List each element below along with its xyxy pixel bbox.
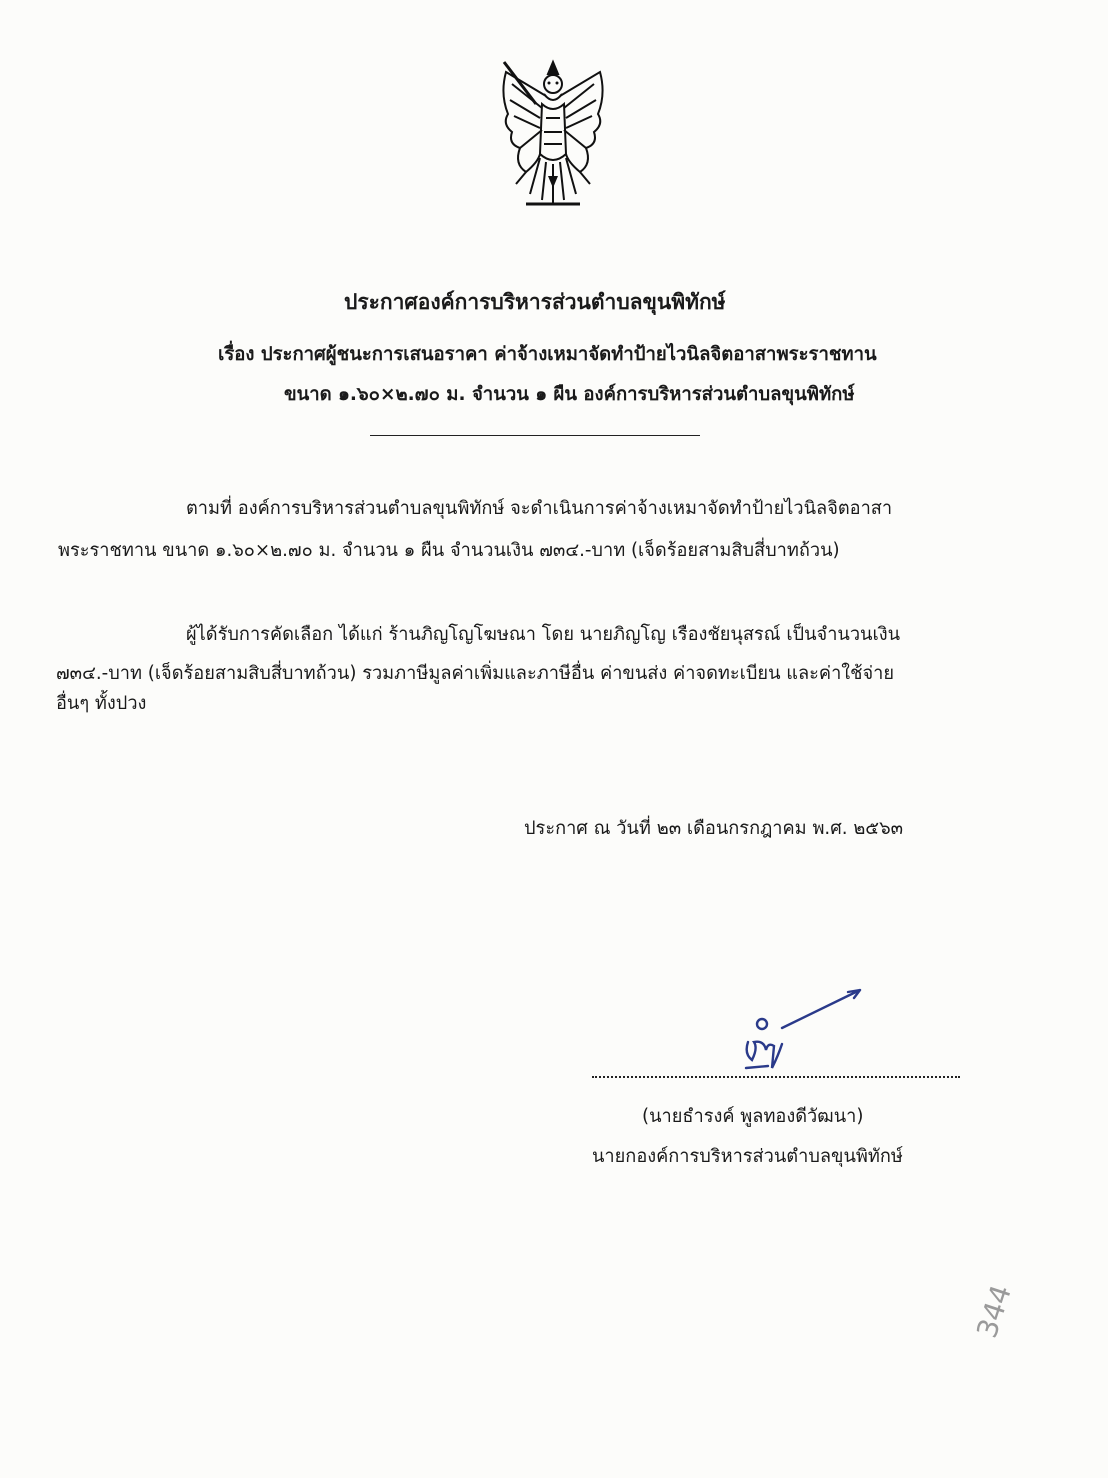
handwritten-note: [958, 1268, 1030, 1352]
signer-name: (นายธำรงค์ พูลทองดีวัฒนา): [642, 1106, 864, 1127]
announcement-title: ประกาศองค์การบริหารส่วนตำบลขุนพิทักษ์: [344, 290, 726, 314]
paragraph-1-line-2: พระราชทาน ขนาด ๑.๖๐×๒.๗๐ ม. จำนวน ๑ ผืน จำนวนเงิน ๗๓๔.-บาท (เจ็ดร้อยสามสิบสี่บาทถ้วน): [58, 540, 840, 561]
paragraph-2-line-3: อื่นๆ ทั้งปวง: [56, 693, 147, 714]
title-divider: [370, 435, 700, 436]
paragraph-2-line-1: ผู้ได้รับการคัดเลือก ได้แก่ ร้านภิญโญโฆษณา โดย นายภิญโญ เรืองชัยนุสรณ์ เป็นจำนวนเงิน: [186, 624, 901, 645]
signature-line: [592, 1076, 960, 1078]
subject-line-2: ขนาด ๑.๖๐×๒.๗๐ ม. จำนวน ๑ ผืน องค์การบริหารส่วนตำบลขุนพิทักษ์: [284, 384, 855, 405]
paragraph-1-line-1: ตามที่ องค์การบริหารส่วนตำบลขุนพิทักษ์ จะดำเนินการค่าจ้างเหมาจัดทำป้ายไวนิลจิตอาสา: [186, 498, 893, 519]
handwritten-note-text: 344: [970, 1280, 1019, 1342]
announcement-date: ประกาศ ณ วันที่ ๒๓ เดือนกรกฎาคม พ.ศ. ๒๕๖๓: [524, 818, 904, 839]
paragraph-2-line-2: ๗๓๔.-บาท (เจ็ดร้อยสามสิบสี่บาทถ้วน) รวมภาษีมูลค่าเพิ่มและภาษีอื่น ค่าขนส่ง ค่าจดทะเบียน และค่าใช้จ่าย: [56, 663, 895, 684]
handwritten-signature-icon: [738, 984, 868, 1076]
signer-title: นายกองค์การบริหารส่วนตำบลขุนพิทักษ์: [592, 1146, 903, 1167]
garuda-emblem-icon: [486, 54, 620, 214]
subject-line-1: เรื่อง ประกาศผู้ชนะการเสนอราคา ค่าจ้างเหมาจัดทำป้ายไวนิลจิตอาสาพระราชทาน: [218, 344, 877, 365]
